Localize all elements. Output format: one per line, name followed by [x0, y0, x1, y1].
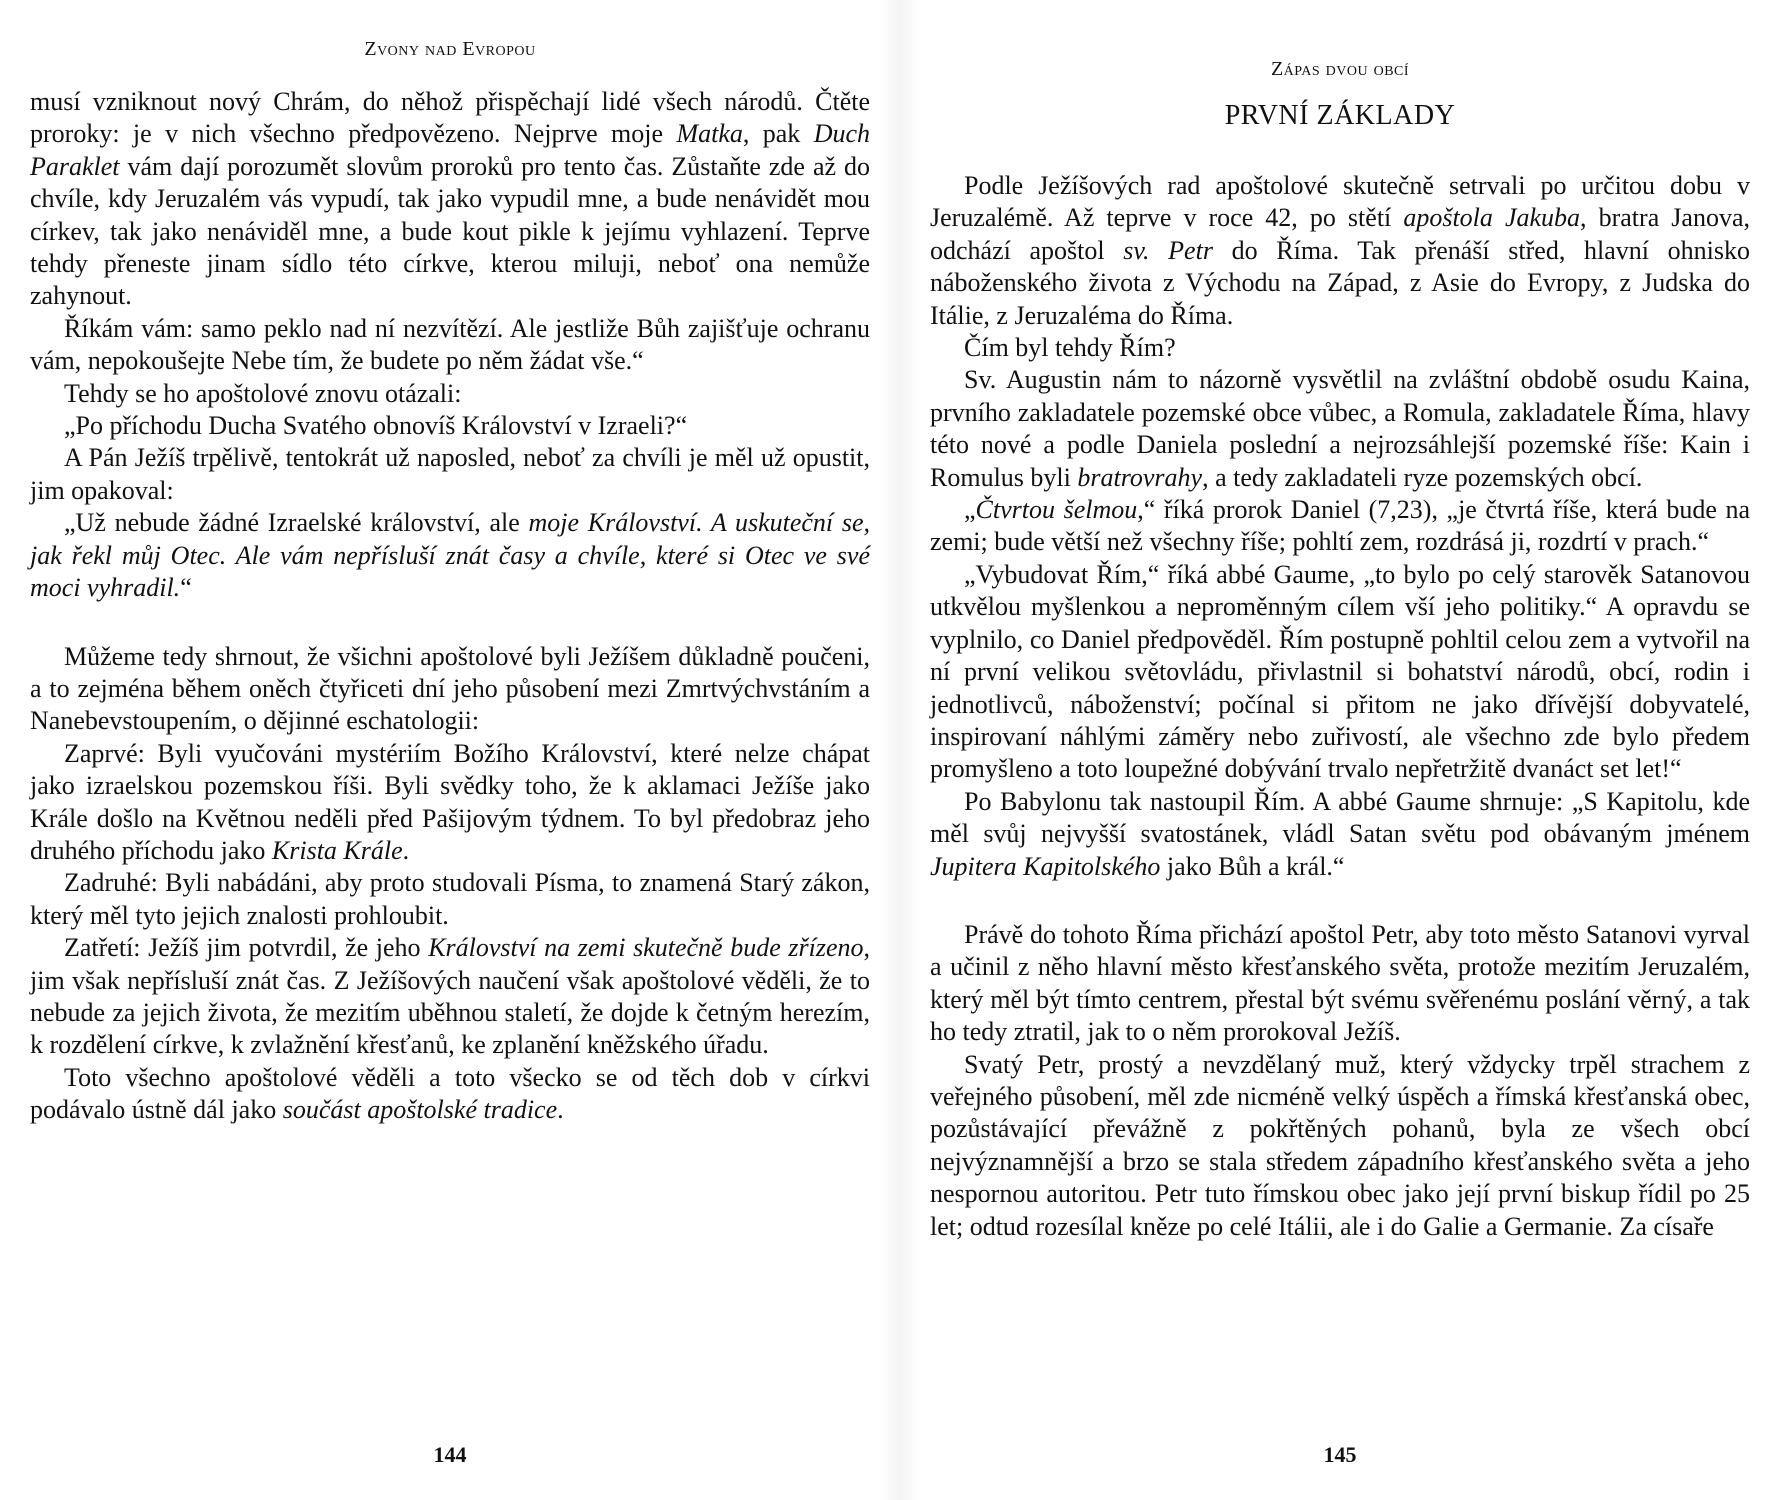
- italic-text-run: Čtvrtou šelmou: [975, 495, 1138, 525]
- paragraph: [930, 919, 1750, 1049]
- text-run: Zadruhé: Byli nabádáni, aby proto studovali Písma, to znamená Starý zákon, který měl tyto jejich znalosti prohloubit.: [30, 868, 870, 930]
- text-run: „Už nebude žádné Izraelské království, ale: [64, 508, 529, 538]
- italic-text-run: sv. Petr: [1123, 235, 1213, 265]
- paragraph: [30, 867, 870, 932]
- paragraph: [930, 170, 1750, 332]
- running-head: Zvony nad Evropou: [364, 38, 536, 60]
- paragraph: [30, 86, 870, 313]
- text-run: Můžeme tedy shrnout, že všichni apoštolové byli Ježíšem důkladně poučeni, a to zejména během oněch čtyřiceti dní jeho působení mezi Zmrtvýchvstáním a Nanebevstoupením, o dějinné eschatologii:: [30, 641, 870, 736]
- text-run: Zatřetí: Ježíš jim potvrdil, že jeho: [64, 933, 429, 963]
- italic-text-run: Jupitera Kapitolského: [930, 851, 1161, 881]
- text-run: Sv. Augustin nám to názorně vysvětlil na zvláštní obdobě osudu Kaina, prvního zakladatele pozemské obce vůbec, a Romula, zakladatele Říma, hlavy této nové a podle Daniela poslední a nejrozsáhlejší pozemské říše: Kain i Romulus byli: [930, 365, 1750, 492]
- paragraph: [930, 786, 1750, 883]
- paragraph: [930, 332, 1750, 364]
- text-run: Toto všechno apoštolové věděli a toto všecko se od těch dob v církvi podávalo ústně dál jako: [30, 1062, 870, 1125]
- paragraph: [30, 507, 870, 604]
- paragraph: [30, 641, 870, 738]
- paragraph: [930, 364, 1750, 494]
- text-run: “: [180, 573, 192, 603]
- text-run: A Pán Ježíš trpělivě, tentokrát už naposled, neboť za chvíli je měl už opustit, jim opakoval:: [30, 443, 870, 505]
- text-run: „: [964, 495, 976, 525]
- right-page: [930, 0, 1750, 1500]
- text-run: Právě do tohoto Říma přichází apoštol Petr, aby toto město Satanovi vyrval a učinil z něho hlavní město křesťanského světa, protože mezitím Jeruzalém, který měl být tímto centrem, přestal být svému svěřenému poslání věrný, a tak ho tedy ztratil, jak to o něm prorokoval Ježíš.: [930, 919, 1750, 1047]
- text-run: , a tedy zakladateli ryze pozemských obcí.: [1202, 462, 1643, 492]
- paragraph: [30, 932, 870, 1062]
- text-run: Tehdy se ho apoštolové znovu otázali:: [64, 378, 462, 408]
- paragraph: [30, 313, 870, 378]
- text-run: Po Babylonu tak nastoupil Řím. A abbé Gaume shrnuje: „S Kapitolu, kde měl svůj nejvyšší svatostánek, vládl Satan světu pod obávaným jménem: [930, 786, 1750, 849]
- text-run: jako Bůh a král.“: [1160, 851, 1345, 881]
- text-run: do Říma. Tak přenáší střed, hlavní ohnisko náboženského života z Východu na Západ, z Asie do Evropy, z Judska do Itálie, z Jeruzaléma do Říma.: [930, 235, 1750, 330]
- page-number: 144: [433, 1442, 467, 1467]
- running-head: Zápas dvou obcí: [1270, 58, 1410, 80]
- text-run: „Vybudovat Řím,“ říká abbé Gaume, „to bylo po celý starověk Satanovou utkvělou myšlenkou a neproměnným cílem vší jeho politiky.“ A opravdu se vyplnilo, co Daniel předpověděl. Řím postupně pohltil celou zem a vytvořil na ní první velikou světovládu, přivlastnil si bohatství národů, obcí, rodin i jednotlivců, náboženství; počínal si přitom ne jako dřívější dobyvatelé, inspirovaní náhlými záměry nebo zuřivostí, ale všechno zde bylo předem promyšleno a toto loupežné dobývání trvalo nepřetržitě dvanáct set let!“: [930, 559, 1750, 784]
- italic-text-run: součást apoštolské tradice: [282, 1095, 558, 1125]
- book-gutter: [880, 0, 920, 1500]
- paragraph: [30, 442, 870, 507]
- italic-text-run: bratrovrahy: [1077, 462, 1203, 492]
- text-run: Svatý Petr, prostý a nevzdělaný muž, který vždycky trpěl strachem z veřejného působení, měl zde nicméně velký úspěch a římská křesťanská obec, pozůstávající převážně z pokřtěných pohanů, byla ze všech obcí nejvýznamnější a brzo se stala středem západního křesťanského světa a jeho nespornou autoritou. Petr tuto římskou obec jako její první biskup řídil po 25 let; odtud rozesílal kněze po celé Itálii, ale i do Galie a Germanie. Za císaře: [930, 1049, 1750, 1241]
- text-run: Zaprvé: Byli vyučováni mystériím Božího Království, které nelze chápat jako izraelskou pozemskou říši. Byli svědky toho, že k aklamaci Ježíše jako Krále došlo na Květnou neděli před Pašijovým týdnem. To byl předobraz jeho druhého příchodu jako: [30, 738, 870, 865]
- text-run: Říkám vám: samo peklo nad ní nezvítězí. Ale jestliže Bůh zajišťuje ochranu vám, nepokoušejte Nebe tím, že budete po něm žádat vše.“: [30, 313, 870, 376]
- text-run: Podle Ježíšových rad apoštolové skutečně setrvali po určitou dobu v Jeruzalémě. Až teprve v roce 42, po stětí: [930, 171, 1750, 233]
- paragraph: [30, 738, 870, 868]
- paragraph: [930, 1049, 1750, 1243]
- body-text: [30, 86, 870, 1127]
- text-run: .: [557, 1095, 564, 1125]
- italic-text-run: apoštola Jakuba: [1403, 203, 1581, 233]
- body-text: [930, 170, 1750, 1243]
- text-run: ,“ říká prorok Daniel (7,23), „je čtvrtá říše, která bude na zemi; bude větší než všechny říše; pohltí zem, rozdrásá ji, rozdrtí v prach.“: [930, 495, 1750, 557]
- italic-text-run: Krista Krále: [271, 835, 403, 865]
- text-run: musí vzniknout nový Chrám, do něhož přispěchají lidé všech národů. Čtěte proroky: je v nich všechno předpovězeno. Nejprve moje: [30, 87, 870, 149]
- page-number: 145: [1323, 1442, 1357, 1467]
- left-page: [30, 0, 870, 1500]
- paragraph: [30, 1062, 870, 1127]
- text-run: „Po příchodu Ducha Svatého obnovíš Království v Izraeli?“: [64, 411, 688, 441]
- text-run: , jim však nepřísluší znát čas. Z Ježíšových naučení však apoštolové věděli, že to nebude za jejich života, že mezitím uběhnou staletí, že dojde k četným herezím, k rozdělení církve, k zvlažnění křesťanů, ke zplanění kněžského úřadu.: [30, 933, 870, 1060]
- paragraph: [930, 494, 1750, 559]
- text-run: vám dají porozumět slovům proroků pro tento čas. Zůstaňte zde až do chvíle, kdy Jeruzalém vás vypudí, tak jako vypudil mne, a bude nenávidět mou církev, tak jako nenáviděl mne, a bude kout pikle k jejímu vyhlazení. Teprve tehdy přeneste jinam sídlo této církve, kterou miluji, neboť ona nemůže zahynout.: [30, 151, 870, 311]
- chapter-title: PRVNÍ ZÁKLADY: [1224, 100, 1456, 131]
- italic-text-run: Matka: [676, 119, 743, 149]
- text-run: , pak: [742, 119, 814, 149]
- italic-text-run: moje Království. A uskuteční se, jak řekl můj Otec. Ale vám nepřísluší znát časy a chvíle, které si Otec ve své moci vyhradil.: [30, 508, 871, 603]
- paragraph: [930, 559, 1750, 786]
- text-run: .: [402, 835, 410, 865]
- paragraph: [30, 410, 870, 442]
- paragraph: [30, 378, 870, 410]
- text-run: , bratra Janova, odchází apoštol: [930, 203, 1750, 265]
- italic-text-run: Království na zemi skutečně bude zřízeno: [428, 933, 864, 963]
- italic-text-run: Duch Paraklet: [30, 119, 871, 181]
- text-run: Čím byl tehdy Řím?: [964, 333, 1176, 363]
